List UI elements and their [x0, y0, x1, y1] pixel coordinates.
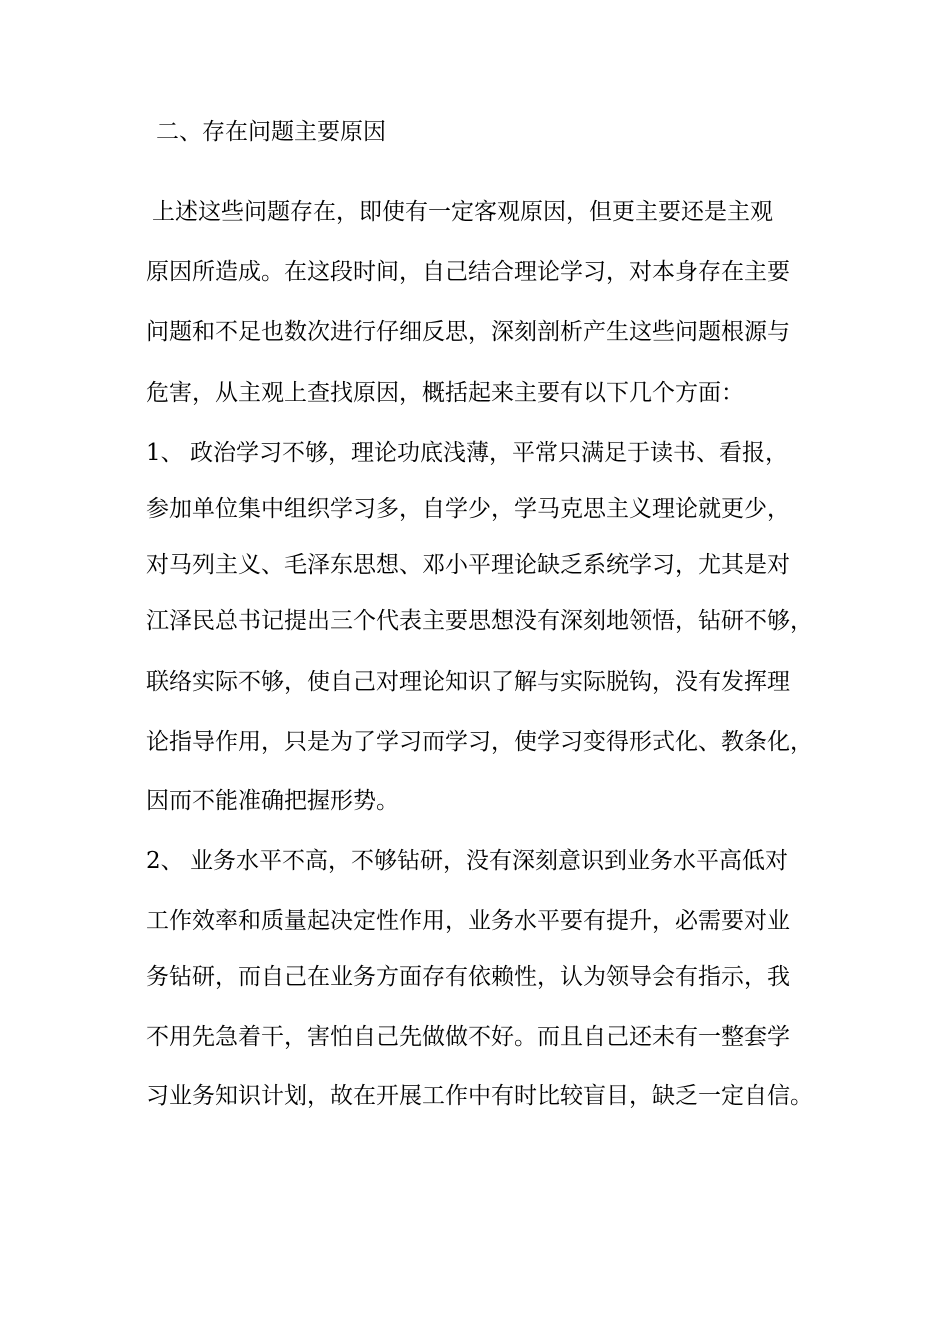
list-item-line: 江泽民总书记提出三个代表主要思想没有深刻地领悟，钻研不够，	[146, 608, 813, 634]
list-item-line: 论指导作用，只是为了学习而学习，使学习变得形式化、教条化，	[146, 729, 813, 755]
list-item-line: 工作效率和质量起决定性作用，业务水平要有提升，必需要对业	[146, 908, 790, 934]
list-item-line: 务钻研，而自己在业务方面存有依赖性，认为领导会有指示，我	[146, 964, 790, 990]
list-item-line: 习业务知识计划，故在开展工作中有时比较盲目，缺乏一定自信。	[146, 1083, 813, 1109]
list-item-2-first-line	[146, 846, 788, 876]
intro-line: 上述这些问题存在，即使有一定客观原因，但更主要还是主观	[152, 199, 773, 225]
list-item-line: 联络实际不够，使自己对理论知识了解与实际脱钩，没有发挥理	[146, 669, 790, 695]
list-number: 2、	[146, 848, 184, 874]
list-number: 1、	[146, 440, 184, 466]
list-item-1-first-line	[146, 438, 788, 468]
list-item-line: 对马列主义、毛泽东思想、邓小平理论缺乏系统学习，尤其是对	[146, 552, 790, 578]
intro-line: 问题和不足也数次进行仔细反思，深刻剖析产生这些问题根源与	[146, 319, 790, 345]
list-item-line: 不用先急着干，害怕自己先做做不好。而且自己还未有一整套学	[146, 1024, 790, 1050]
list-item-line: 参加单位集中组织学习多，自学少，学马克思主义理论就更少，	[146, 496, 790, 522]
list-item-text: 业务水平不高，不够钻研，没有深刻意识到业务水平高低对	[190, 848, 788, 874]
section-heading: 二、存在问题主要原因	[156, 119, 386, 145]
intro-line: 危害，从主观上查找原因，概括起来主要有以下几个方面：	[146, 380, 744, 406]
list-item-text: 政治学习不够，理论功底浅薄，平常只满足于读书、看报，	[190, 440, 788, 466]
list-item-line: 因而不能准确把握形势。	[146, 788, 399, 814]
intro-line: 原因所造成。在这段时间，自己结合理论学习，对本身存在主要	[146, 259, 790, 285]
